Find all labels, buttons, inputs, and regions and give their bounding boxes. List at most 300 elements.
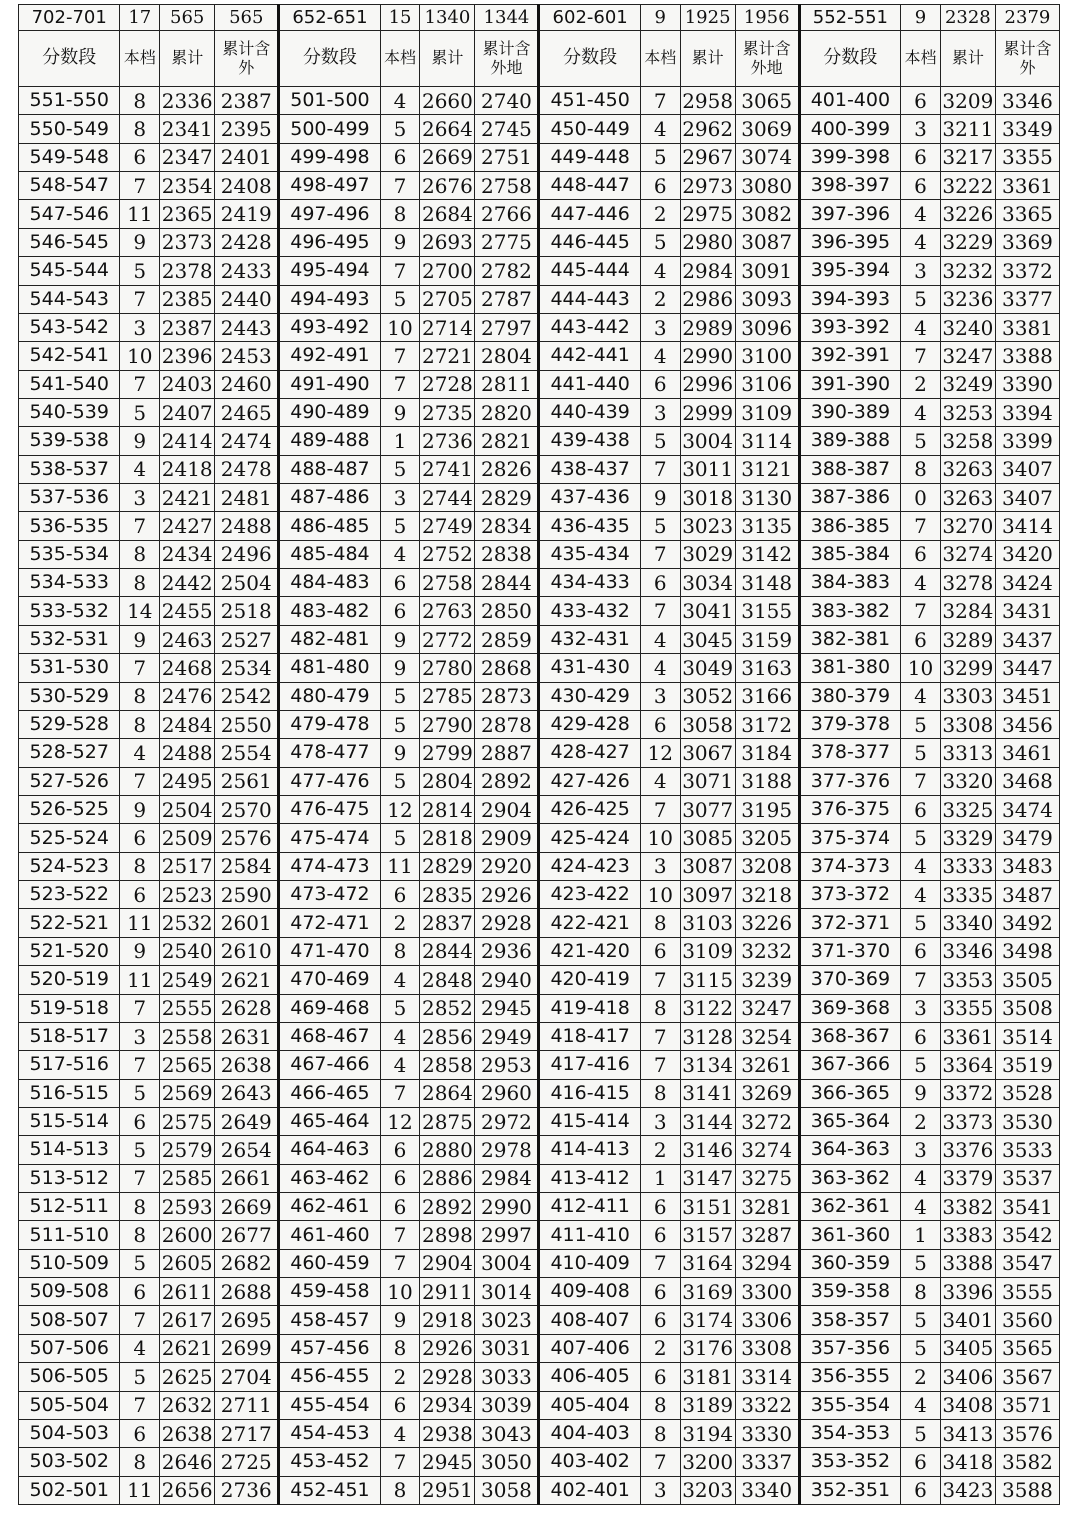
- score-range-cell: 508-507: [19, 1306, 120, 1334]
- cumulative-incl-external-cell: 3394: [995, 398, 1059, 426]
- cumulative-cell: 3209: [940, 87, 995, 115]
- score-range-cell: 375-374: [799, 824, 900, 852]
- count-cell: 7: [640, 87, 680, 115]
- cumulative-incl-external-cell: 2844: [475, 569, 539, 597]
- count-cell: 5: [901, 1419, 941, 1447]
- count-cell: 7: [640, 455, 680, 483]
- cumulative-cell: 3146: [680, 1136, 735, 1164]
- cumulative-incl-external-cell: 3093: [735, 285, 799, 313]
- cumulative-incl-external-cell: 3096: [735, 313, 799, 341]
- count-cell: 11: [120, 909, 160, 937]
- score-range-cell: 401-400: [799, 87, 900, 115]
- cumulative-cell: 2646: [160, 1448, 215, 1476]
- count-cell: 4: [640, 115, 680, 143]
- cumulative-incl-external-cell: 3337: [735, 1448, 799, 1476]
- count-cell: 7: [901, 342, 941, 370]
- cumulative-incl-external-cell: 2643: [215, 1079, 279, 1107]
- cumulative-cell: 2892: [420, 1193, 475, 1221]
- score-range-cell: 437-436: [539, 484, 640, 512]
- header-cumulative-incl-external-cell: 累计含外地: [735, 31, 799, 87]
- cumulative-incl-external-cell: 3542: [995, 1221, 1059, 1249]
- header-score-range-cell: 分数段: [539, 31, 640, 87]
- score-range-cell: 387-386: [799, 484, 900, 512]
- count-cell: 1: [640, 1164, 680, 1192]
- cumulative-cell: 2967: [680, 143, 735, 171]
- cumulative-incl-external-cell: 2631: [215, 1022, 279, 1050]
- table-row: [19, 398, 1060, 426]
- cumulative-cell: 2962: [680, 115, 735, 143]
- count-cell: 9: [380, 625, 420, 653]
- cumulative-incl-external-cell: 3560: [995, 1306, 1059, 1334]
- cumulative-incl-external-cell: 3274: [735, 1136, 799, 1164]
- cumulative-incl-external-cell: 2953: [475, 1051, 539, 1079]
- cumulative-incl-external-cell: 2926: [475, 881, 539, 909]
- score-range-cell: 421-420: [539, 937, 640, 965]
- score-range-cell: 354-353: [799, 1419, 900, 1447]
- cumulative-incl-external-cell: 2465: [215, 398, 279, 426]
- score-range-cell: 545-544: [19, 257, 120, 285]
- cumulative-cell: 3011: [680, 455, 735, 483]
- cumulative-cell: 2455: [160, 597, 215, 625]
- score-range-cell: 374-373: [799, 852, 900, 880]
- score-range-cell: 485-484: [279, 540, 380, 568]
- count-cell: 7: [640, 1022, 680, 1050]
- cumulative-cell: 3115: [680, 966, 735, 994]
- count-cell: 9: [901, 5, 941, 31]
- cumulative-cell: 3058: [680, 710, 735, 738]
- table-row: [19, 937, 1060, 965]
- cumulative-cell: 3189: [680, 1391, 735, 1419]
- count-cell: 7: [380, 1249, 420, 1277]
- count-cell: 6: [640, 1363, 680, 1391]
- count-cell: 15: [380, 5, 420, 31]
- cumulative-incl-external-cell: 3065: [735, 87, 799, 115]
- cumulative-incl-external-cell: 2829: [475, 484, 539, 512]
- count-cell: 6: [640, 1278, 680, 1306]
- cumulative-incl-external-cell: 2960: [475, 1079, 539, 1107]
- cumulative-cell: 3052: [680, 682, 735, 710]
- score-range-cell: 433-432: [539, 597, 640, 625]
- score-range-cell: 388-387: [799, 455, 900, 483]
- cumulative-incl-external-cell: 3492: [995, 909, 1059, 937]
- cumulative-incl-external-cell: 2826: [475, 455, 539, 483]
- cumulative-incl-external-cell: 3565: [995, 1334, 1059, 1362]
- count-cell: 5: [120, 1249, 160, 1277]
- count-cell: 14: [120, 597, 160, 625]
- header-cumulative-cell: 累计: [680, 31, 735, 87]
- cumulative-incl-external-cell: 3069: [735, 115, 799, 143]
- count-cell: 8: [120, 1193, 160, 1221]
- score-range-cell: 366-365: [799, 1079, 900, 1107]
- count-cell: 5: [120, 257, 160, 285]
- cumulative-cell: 3236: [940, 285, 995, 313]
- cumulative-cell: 2504: [160, 795, 215, 823]
- score-range-cell: 486-485: [279, 512, 380, 540]
- score-range-cell: 512-511: [19, 1193, 120, 1221]
- cumulative-cell: 2555: [160, 994, 215, 1022]
- count-cell: 5: [901, 1051, 941, 1079]
- count-cell: 3: [120, 484, 160, 512]
- score-range-cell: 470-469: [279, 966, 380, 994]
- cumulative-incl-external-cell: 2997: [475, 1221, 539, 1249]
- cumulative-incl-external-cell: 2804: [475, 342, 539, 370]
- count-cell: 8: [120, 710, 160, 738]
- count-cell: 7: [380, 1448, 420, 1476]
- score-range-cell: 464-463: [279, 1136, 380, 1164]
- score-range-cell: 511-510: [19, 1221, 120, 1249]
- count-cell: 10: [380, 313, 420, 341]
- cumulative-incl-external-cell: 3514: [995, 1022, 1059, 1050]
- cumulative-incl-external-cell: 2736: [215, 1476, 279, 1504]
- cumulative-incl-external-cell: 2972: [475, 1107, 539, 1135]
- score-range-cell: 467-466: [279, 1051, 380, 1079]
- cumulative-incl-external-cell: 2570: [215, 795, 279, 823]
- cumulative-cell: 2387: [160, 313, 215, 341]
- cumulative-incl-external-cell: 2677: [215, 1221, 279, 1249]
- cumulative-incl-external-cell: 3369: [995, 228, 1059, 256]
- count-cell: 6: [901, 87, 941, 115]
- cumulative-incl-external-cell: 3300: [735, 1278, 799, 1306]
- cumulative-incl-external-cell: 3424: [995, 569, 1059, 597]
- count-cell: 3: [640, 682, 680, 710]
- count-cell: 7: [120, 1051, 160, 1079]
- count-cell: 2: [380, 909, 420, 937]
- score-range-cell: 393-392: [799, 313, 900, 341]
- score-range-cell: 412-411: [539, 1193, 640, 1221]
- cumulative-incl-external-cell: 2474: [215, 427, 279, 455]
- cumulative-incl-external-cell: 3148: [735, 569, 799, 597]
- score-range-cell: 504-503: [19, 1419, 120, 1447]
- cumulative-cell: 3087: [680, 852, 735, 880]
- cumulative-incl-external-cell: 2945: [475, 994, 539, 1022]
- cumulative-incl-external-cell: 3388: [995, 342, 1059, 370]
- cumulative-incl-external-cell: 3361: [995, 172, 1059, 200]
- score-range-cell: 357-356: [799, 1334, 900, 1362]
- score-range-cell: 496-495: [279, 228, 380, 256]
- count-cell: 4: [640, 257, 680, 285]
- header-score-range-cell: 分数段: [279, 31, 380, 87]
- cumulative-incl-external-cell: 2554: [215, 739, 279, 767]
- score-range-cell: 410-409: [539, 1249, 640, 1277]
- cumulative-incl-external-cell: 3247: [735, 994, 799, 1022]
- cumulative-cell: 2938: [420, 1419, 475, 1447]
- count-cell: 2: [640, 1334, 680, 1362]
- count-cell: 8: [120, 1221, 160, 1249]
- cumulative-cell: 2911: [420, 1278, 475, 1306]
- count-cell: 8: [901, 455, 941, 483]
- score-range-cell: 534-533: [19, 569, 120, 597]
- table-row: [19, 484, 1060, 512]
- count-cell: 6: [120, 824, 160, 852]
- count-cell: 7: [120, 1164, 160, 1192]
- cumulative-incl-external-cell: 2590: [215, 881, 279, 909]
- count-cell: 10: [901, 654, 941, 682]
- score-range-cell: 602-601: [539, 5, 640, 31]
- cumulative-incl-external-cell: 3226: [735, 909, 799, 937]
- cumulative-cell: 3169: [680, 1278, 735, 1306]
- score-range-cell: 372-371: [799, 909, 900, 937]
- count-cell: 7: [640, 1249, 680, 1277]
- cumulative-incl-external-cell: 3239: [735, 966, 799, 994]
- table-row: [19, 1107, 1060, 1135]
- cumulative-incl-external-cell: 2940: [475, 966, 539, 994]
- count-cell: 5: [380, 455, 420, 483]
- score-range-cell: 491-490: [279, 370, 380, 398]
- cumulative-cell: 3203: [680, 1476, 735, 1504]
- score-range-cell: 515-514: [19, 1107, 120, 1135]
- cumulative-incl-external-cell: 2717: [215, 1419, 279, 1447]
- cumulative-cell: 3401: [940, 1306, 995, 1334]
- cumulative-incl-external-cell: 3547: [995, 1249, 1059, 1277]
- score-range-cell: 441-440: [539, 370, 640, 398]
- cumulative-cell: 3325: [940, 795, 995, 823]
- header-cumulative-incl-external-cell: 累计含外: [995, 31, 1059, 87]
- cumulative-incl-external-cell: 2584: [215, 852, 279, 880]
- cumulative-cell: 3284: [940, 597, 995, 625]
- score-range-cell: 471-470: [279, 937, 380, 965]
- count-cell: 6: [901, 625, 941, 653]
- cumulative-incl-external-cell: 2661: [215, 1164, 279, 1192]
- header-count-cell: 本档: [640, 31, 680, 87]
- score-range-cell: 422-421: [539, 909, 640, 937]
- cumulative-incl-external-cell: 2920: [475, 852, 539, 880]
- count-cell: 9: [120, 625, 160, 653]
- cumulative-incl-external-cell: 2990: [475, 1193, 539, 1221]
- count-cell: 7: [380, 257, 420, 285]
- score-range-cell: 424-423: [539, 852, 640, 880]
- cumulative-cell: 2523: [160, 881, 215, 909]
- score-range-cell: 389-388: [799, 427, 900, 455]
- score-range-cell: 498-497: [279, 172, 380, 200]
- cumulative-cell: 3423: [940, 1476, 995, 1504]
- count-cell: 5: [901, 1334, 941, 1362]
- cumulative-cell: 2575: [160, 1107, 215, 1135]
- cumulative-cell: 3103: [680, 909, 735, 937]
- score-range-cell: 409-408: [539, 1278, 640, 1306]
- score-range-cell: 427-426: [539, 767, 640, 795]
- cumulative-cell: 3289: [940, 625, 995, 653]
- score-range-cell: 428-427: [539, 739, 640, 767]
- table-row: [19, 654, 1060, 682]
- cumulative-cell: 3041: [680, 597, 735, 625]
- count-cell: 1: [380, 427, 420, 455]
- cumulative-incl-external-cell: 2542: [215, 682, 279, 710]
- cumulative-cell: 3226: [940, 200, 995, 228]
- table-row: [19, 1022, 1060, 1050]
- cumulative-incl-external-cell: 3399: [995, 427, 1059, 455]
- score-range-cell: 365-364: [799, 1107, 900, 1135]
- cumulative-cell: 2735: [420, 398, 475, 426]
- count-cell: 7: [120, 370, 160, 398]
- score-range-cell: 499-498: [279, 143, 380, 171]
- cumulative-incl-external-cell: 3254: [735, 1022, 799, 1050]
- score-range-cell: 432-431: [539, 625, 640, 653]
- cumulative-cell: 3141: [680, 1079, 735, 1107]
- count-cell: 7: [120, 512, 160, 540]
- cumulative-incl-external-cell: 3483: [995, 852, 1059, 880]
- count-cell: 9: [120, 795, 160, 823]
- score-range-cell: 385-384: [799, 540, 900, 568]
- cumulative-incl-external-cell: 3372: [995, 257, 1059, 285]
- cumulative-incl-external-cell: 2621: [215, 966, 279, 994]
- cumulative-incl-external-cell: 565: [215, 5, 279, 31]
- table-row: [19, 1448, 1060, 1476]
- cumulative-incl-external-cell: 2904: [475, 795, 539, 823]
- cumulative-cell: 2744: [420, 484, 475, 512]
- score-range-cell: 544-543: [19, 285, 120, 313]
- header-cumulative-cell: 累计: [420, 31, 475, 87]
- cumulative-cell: 3303: [940, 682, 995, 710]
- cumulative-cell: 3085: [680, 824, 735, 852]
- cumulative-cell: 2749: [420, 512, 475, 540]
- count-cell: 9: [120, 937, 160, 965]
- count-cell: 5: [380, 994, 420, 1022]
- cumulative-incl-external-cell: 3588: [995, 1476, 1059, 1504]
- cumulative-incl-external-cell: 3365: [995, 200, 1059, 228]
- cumulative-cell: 3077: [680, 795, 735, 823]
- cumulative-incl-external-cell: 2740: [475, 87, 539, 115]
- score-range-cell: 518-517: [19, 1022, 120, 1050]
- count-cell: 5: [120, 1136, 160, 1164]
- score-range-cell: 478-477: [279, 739, 380, 767]
- table-row: [19, 994, 1060, 1022]
- cumulative-cell: 3329: [940, 824, 995, 852]
- cumulative-incl-external-cell: 3437: [995, 625, 1059, 653]
- cumulative-cell: 2990: [680, 342, 735, 370]
- count-cell: 6: [120, 1278, 160, 1306]
- score-range-cell: 444-443: [539, 285, 640, 313]
- cumulative-incl-external-cell: 3407: [995, 455, 1059, 483]
- cumulative-incl-external-cell: 3355: [995, 143, 1059, 171]
- cumulative-cell: 2829: [420, 852, 475, 880]
- cumulative-cell: 3405: [940, 1334, 995, 1362]
- cumulative-incl-external-cell: 3058: [475, 1476, 539, 1504]
- header-count-cell: 本档: [901, 31, 941, 87]
- score-range-cell: 400-399: [799, 115, 900, 143]
- score-range-cell: 652-651: [279, 5, 380, 31]
- score-range-cell: 493-492: [279, 313, 380, 341]
- score-range-cell: 384-383: [799, 569, 900, 597]
- score-range-cell: 362-361: [799, 1193, 900, 1221]
- score-range-cell: 436-435: [539, 512, 640, 540]
- score-range-cell: 473-472: [279, 881, 380, 909]
- count-cell: 6: [901, 540, 941, 568]
- cumulative-cell: 3388: [940, 1249, 995, 1277]
- cumulative-incl-external-cell: 2936: [475, 937, 539, 965]
- score-range-cell: 527-526: [19, 767, 120, 795]
- score-range-cell: 525-524: [19, 824, 120, 852]
- cumulative-incl-external-cell: 3528: [995, 1079, 1059, 1107]
- score-range-cell: 503-502: [19, 1448, 120, 1476]
- cumulative-cell: 2585: [160, 1164, 215, 1192]
- count-cell: 9: [640, 5, 680, 31]
- score-range-cell: 535-534: [19, 540, 120, 568]
- cumulative-incl-external-cell: 3407: [995, 484, 1059, 512]
- cumulative-cell: 2858: [420, 1051, 475, 1079]
- cumulative-cell: 2852: [420, 994, 475, 1022]
- cumulative-incl-external-cell: 2751: [475, 143, 539, 171]
- score-range-cell: 548-547: [19, 172, 120, 200]
- table-row: [19, 739, 1060, 767]
- score-range-cell: 505-504: [19, 1391, 120, 1419]
- score-range-cell: 361-360: [799, 1221, 900, 1249]
- cumulative-incl-external-cell: 2654: [215, 1136, 279, 1164]
- count-cell: 10: [120, 342, 160, 370]
- header-score-range-cell: 分数段: [19, 31, 120, 87]
- cumulative-incl-external-cell: 3109: [735, 398, 799, 426]
- cumulative-cell: 2736: [420, 427, 475, 455]
- cumulative-incl-external-cell: 2978: [475, 1136, 539, 1164]
- cumulative-incl-external-cell: 2518: [215, 597, 279, 625]
- cumulative-incl-external-cell: 3567: [995, 1363, 1059, 1391]
- cumulative-cell: 3299: [940, 654, 995, 682]
- score-range-cell: 458-457: [279, 1306, 380, 1334]
- header-cumulative-incl-external-cell: 累计含外: [215, 31, 279, 87]
- score-range-cell: 402-401: [539, 1476, 640, 1504]
- score-range-cell: 469-468: [279, 994, 380, 1022]
- cumulative-incl-external-cell: 3172: [735, 710, 799, 738]
- score-range-cell: 517-516: [19, 1051, 120, 1079]
- cumulative-cell: 2980: [680, 228, 735, 256]
- cumulative-cell: 2818: [420, 824, 475, 852]
- count-cell: 11: [120, 200, 160, 228]
- score-range-cell: 495-494: [279, 257, 380, 285]
- cumulative-cell: 3157: [680, 1221, 735, 1249]
- score-table: [18, 4, 1060, 1505]
- table-row: [19, 1164, 1060, 1192]
- count-cell: 5: [380, 285, 420, 313]
- cumulative-cell: 2945: [420, 1448, 475, 1476]
- cumulative-cell: 3029: [680, 540, 735, 568]
- cumulative-cell: 2799: [420, 739, 475, 767]
- cumulative-cell: 3274: [940, 540, 995, 568]
- count-cell: 6: [120, 143, 160, 171]
- count-cell: 7: [640, 966, 680, 994]
- table-row: [19, 710, 1060, 738]
- count-cell: 3: [640, 1476, 680, 1504]
- table-row: [19, 172, 1060, 200]
- cumulative-cell: 2632: [160, 1391, 215, 1419]
- table-row: [19, 115, 1060, 143]
- count-cell: 6: [901, 1448, 941, 1476]
- cumulative-incl-external-cell: 2395: [215, 115, 279, 143]
- count-cell: 12: [640, 739, 680, 767]
- score-range-cell: 702-701: [19, 5, 120, 31]
- cumulative-cell: 3194: [680, 1419, 735, 1447]
- cumulative-cell: 3258: [940, 427, 995, 455]
- count-cell: 2: [901, 1363, 941, 1391]
- score-range-cell: 443-442: [539, 313, 640, 341]
- cumulative-cell: 3320: [940, 767, 995, 795]
- count-cell: 7: [901, 512, 941, 540]
- cumulative-incl-external-cell: 2534: [215, 654, 279, 682]
- table-row: [19, 569, 1060, 597]
- cumulative-cell: 2664: [420, 115, 475, 143]
- count-cell: 3: [640, 852, 680, 880]
- cumulative-cell: 2780: [420, 654, 475, 682]
- table-row: [19, 966, 1060, 994]
- table-row: [19, 540, 1060, 568]
- cumulative-incl-external-cell: 2601: [215, 909, 279, 937]
- cumulative-cell: 1925: [680, 5, 735, 31]
- count-cell: 8: [640, 994, 680, 1022]
- cumulative-incl-external-cell: 2576: [215, 824, 279, 852]
- cumulative-incl-external-cell: 3014: [475, 1278, 539, 1306]
- score-range-cell: 524-523: [19, 852, 120, 880]
- score-range-cell: 415-414: [539, 1107, 640, 1135]
- cumulative-incl-external-cell: 3294: [735, 1249, 799, 1277]
- score-range-cell: 369-368: [799, 994, 900, 1022]
